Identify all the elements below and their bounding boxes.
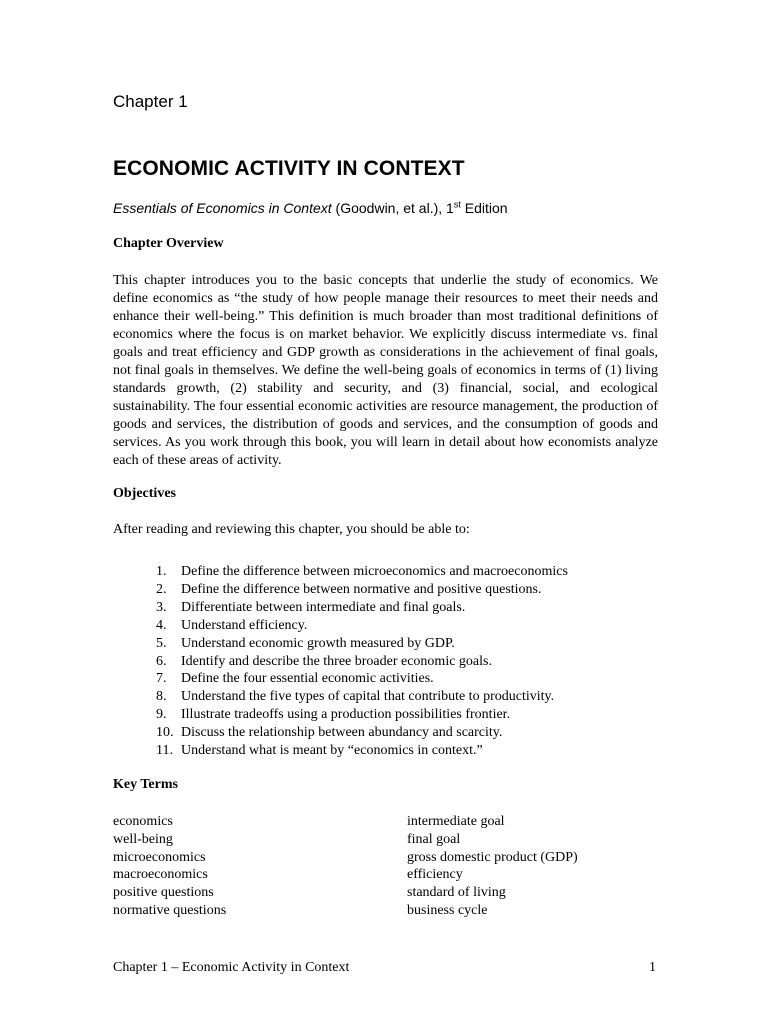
objective-item bbox=[156, 581, 568, 599]
objective-number: 10. bbox=[156, 725, 174, 741]
footer-chapter-title: Chapter 1 – Economic Activity in Context bbox=[113, 960, 350, 975]
objective-text: Identify and describe the three broader economic goals. bbox=[181, 653, 492, 669]
objective-number: 2. bbox=[156, 581, 167, 597]
key-term: well-being bbox=[113, 831, 173, 847]
edition-superscript: st bbox=[453, 199, 461, 210]
objective-text: Define the difference between normative and positive questions. bbox=[181, 581, 542, 597]
objectives-intro: After reading and reviewing this chapter, you should be able to: bbox=[113, 522, 470, 537]
chapter-label: Chapter 1 bbox=[113, 92, 188, 111]
objective-item bbox=[156, 724, 568, 742]
key-terms-right-column bbox=[407, 813, 578, 920]
objective-text: Understand economic growth measured by GDP. bbox=[181, 635, 455, 651]
key-terms-heading: Key Terms bbox=[113, 777, 178, 792]
book-authors: (Goodwin, et al.), 1 bbox=[331, 200, 454, 216]
book-title: Essentials of Economics in Context bbox=[113, 200, 332, 216]
objective-number: 7. bbox=[156, 671, 167, 687]
objective-item bbox=[156, 617, 568, 635]
key-term: efficiency bbox=[407, 867, 463, 883]
objective-text: Understand the five types of capital that contribute to productivity. bbox=[181, 689, 555, 705]
objective-item bbox=[156, 635, 568, 653]
objectives-heading: Objectives bbox=[113, 486, 176, 501]
key-term: normative questions bbox=[113, 902, 227, 918]
overview-heading: Chapter Overview bbox=[113, 236, 224, 251]
key-term: intermediate goal bbox=[407, 814, 505, 829]
objective-item bbox=[156, 670, 568, 688]
objective-text: Understand what is meant by “economics in context.” bbox=[181, 743, 483, 759]
key-term: final goal bbox=[407, 831, 461, 847]
overview-paragraph: This chapter introduces you to the basic concepts that underlie the study of economics. We define economics as “the study of how people manage their resources to meet their needs and enhance their well-being.” This definition is much broader than most traditional definitions of economics where the focus is on market behavior. We explicitly discuss intermediate vs. final goals and treat efficiency and GDP growth as considerations in the achievement of final goals, not final goals in themselves. We define the well-being goals of economics in terms of (1) living standards growth, (2) stability and security, and (3) financial, social, and ecological sustainability. The four essential economic activities are resource management, the production of goods and services, the distribution of goods and services, and the consumption of goods and services. As you work through this book, you will learn in detail about how economists analyze each of these areas of activity. bbox=[113, 273, 658, 468]
edition-suffix: Edition bbox=[460, 200, 508, 216]
key-term: gross domestic product (GDP) bbox=[407, 849, 578, 865]
objective-number: 9. bbox=[156, 707, 167, 723]
objective-number: 6. bbox=[156, 653, 167, 669]
objective-number: 5. bbox=[156, 635, 167, 651]
objective-item bbox=[156, 706, 568, 724]
objective-text: Define the four essential economic activities. bbox=[181, 671, 434, 687]
objectives-list bbox=[156, 563, 568, 760]
key-term: standard of living bbox=[407, 885, 506, 901]
objective-item bbox=[156, 653, 568, 671]
objective-number: 11. bbox=[156, 743, 173, 759]
objective-number: 3. bbox=[156, 599, 167, 615]
objective-number: 4. bbox=[156, 617, 167, 633]
objective-number: 1. bbox=[156, 564, 167, 579]
key-term: macroeconomics bbox=[113, 867, 208, 883]
objective-text: Discuss the relationship between abundancy and scarcity. bbox=[181, 725, 503, 741]
objective-item bbox=[156, 599, 568, 617]
objective-number: 8. bbox=[156, 689, 167, 705]
objective-item bbox=[156, 563, 568, 581]
objective-text: Understand efficiency. bbox=[181, 617, 308, 633]
page-title: ECONOMIC ACTIVITY IN CONTEXT bbox=[113, 157, 465, 180]
objective-item bbox=[156, 688, 568, 706]
key-terms-left-column bbox=[113, 813, 226, 920]
objective-text: Define the difference between microeconomics and macroeconomics bbox=[181, 564, 568, 579]
objective-item bbox=[156, 742, 568, 760]
book-citation bbox=[113, 200, 508, 216]
objective-text: Illustrate tradeoffs using a production possibilities frontier. bbox=[181, 707, 511, 723]
key-term: business cycle bbox=[407, 902, 488, 918]
objective-text: Differentiate between intermediate and final goals. bbox=[181, 599, 466, 615]
key-term: positive questions bbox=[113, 885, 214, 901]
key-term: economics bbox=[113, 814, 173, 829]
key-term: microeconomics bbox=[113, 849, 206, 865]
page-number: 1 bbox=[649, 960, 656, 975]
